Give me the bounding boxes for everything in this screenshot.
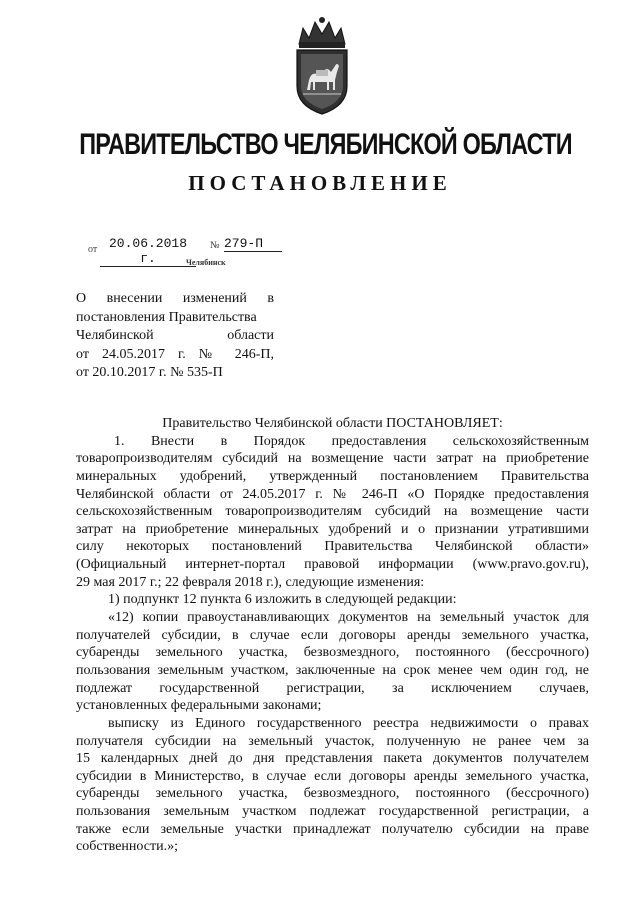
body-line: Челябинской области от 24.05.2017 г. № 246-П «О Порядке предоставления bbox=[76, 486, 589, 502]
body-line: выписку из Единого государственного реестра недвижимости о правах bbox=[108, 715, 589, 731]
number-label: № bbox=[210, 240, 220, 251]
decree-date: 20.06.2018 г. bbox=[100, 236, 196, 267]
body-line: собственности.»; bbox=[76, 839, 178, 855]
body-line: минеральных удобрений, утвержденный постановлением Правительства bbox=[76, 468, 589, 484]
subject-line: от 20.10.2017 г. № 535-П bbox=[76, 365, 223, 381]
subject-line: от 24.05.2017 г. № 246-П, bbox=[76, 346, 274, 362]
subject-line: постановления Правительства bbox=[76, 309, 257, 325]
from-label: от bbox=[88, 244, 98, 255]
body-line: 29 мая 2017 г.; 22 февраля 2018 г.), следующие изменения: bbox=[76, 574, 425, 590]
body-line: пользования земельным участком, заключенные на срок менее чем один год, не bbox=[76, 662, 589, 678]
preamble: Правительство Челябинской области ПОСТАНОВЛЯЕТ: bbox=[162, 416, 503, 431]
body-line: 15 календарных дней до дня представления пакета документов получателем bbox=[76, 751, 589, 767]
body-line: «12) копии правоустанавливающих документов на земельный участок для bbox=[108, 610, 589, 626]
body-line: сельскохозяйственным товаропроизводителям субсидий на возмещение части bbox=[76, 504, 589, 520]
body-line: субсидии в Министерство, в случае если договоры аренды земельного участка, bbox=[76, 768, 589, 784]
body-line: субаренды земельного участка, безвозмездного, постоянного (бессрочного) bbox=[76, 786, 589, 802]
decree-subject bbox=[76, 290, 274, 383]
body-line: подлежат государственной регистрации, за исключением случаев, bbox=[76, 680, 589, 696]
decree-body bbox=[76, 415, 589, 856]
body-line: силу некоторых постановлений Правительства Челябинской области» bbox=[76, 539, 589, 555]
body-line: получателя субсидии на земельный участок, полученную не ранее чем за bbox=[76, 733, 589, 749]
body-line: затрат на приобретение минеральных удобрений и о признании утратившими bbox=[76, 521, 589, 537]
body-line: (Официальный интернет-портал правовой информации (www.pravo.gov.ru), bbox=[76, 557, 589, 573]
subject-line: Челябинской области bbox=[76, 328, 274, 344]
coat-of-arms-emblem bbox=[289, 14, 355, 118]
body-line: также если земельные участки принадлежат получателю субсидии на праве bbox=[76, 821, 589, 837]
body-line: 1) подпункт 12 пункта 6 изложить в следующей редакции: bbox=[108, 592, 457, 608]
subject-line: О внесении изменений в bbox=[76, 291, 274, 306]
decree-number: 279-П bbox=[224, 236, 282, 252]
body-line: пользования земельным участком подлежат государственной регистрации, а bbox=[76, 804, 589, 820]
body-line: товаропроизводителям субсидий на возмещение части затрат на приобретение bbox=[76, 451, 589, 467]
decree-title: ПОСТАНОВЛЕНИЕ bbox=[188, 171, 452, 195]
body-line: получателей субсидии, в случае если договоры аренды земельного участка, bbox=[76, 627, 589, 643]
government-title: ПРАВИТЕЛЬСТВО ЧЕЛЯБИНСКОЙ ОБЛАСТИ bbox=[79, 128, 572, 161]
body-line: 1. Внести в Порядок предоставления сельскохозяйственным bbox=[114, 433, 589, 449]
city-label: Челябинск bbox=[186, 258, 226, 267]
body-line: установленных федеральными законами; bbox=[76, 698, 322, 714]
body-line: субаренды земельного участка, безвозмездного, постоянного (бессрочного) bbox=[76, 645, 589, 661]
